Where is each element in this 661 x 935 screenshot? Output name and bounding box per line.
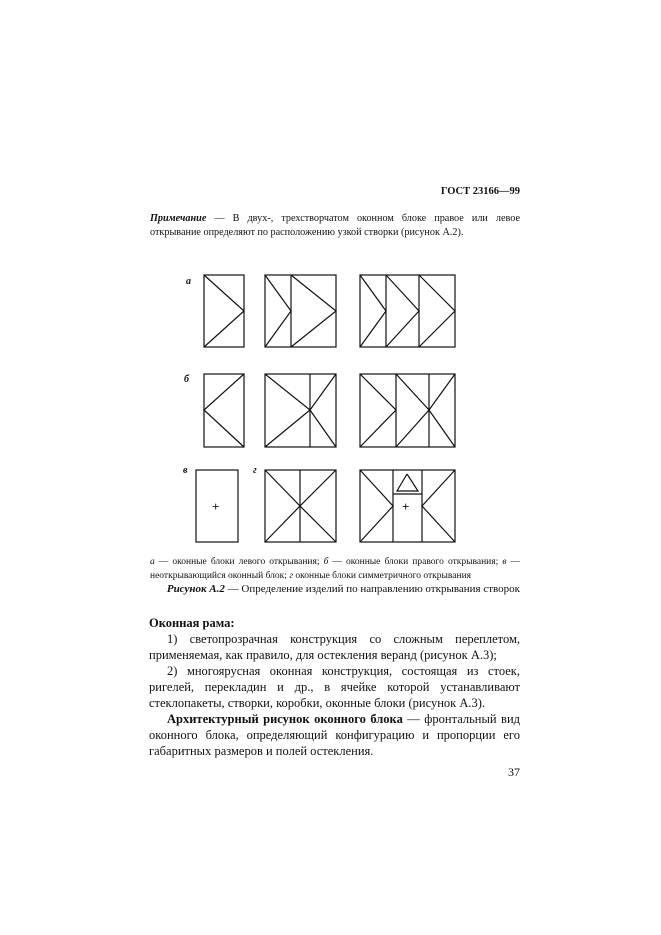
paragraph-3-text: — фронтальный вид оконного блока, определяющий конфигурацию и пропорции его габаритных размеров и полей остекления. xyxy=(149,712,520,758)
figure-label-g: г xyxy=(253,465,257,476)
figure-legend xyxy=(150,556,520,583)
legend-text-b: — оконные блоки правого открывания; xyxy=(328,557,503,567)
window-b-single xyxy=(204,374,244,447)
legend-key-v: в xyxy=(502,557,507,567)
term-window-frame: Оконная рама: xyxy=(149,616,235,630)
legend-text-a: — оконные блоки левого открывания; xyxy=(154,557,324,567)
legend-key-a: а xyxy=(150,557,155,567)
figure-caption-label: Рисунок А.2 xyxy=(166,583,225,595)
figure-label-v: в xyxy=(183,465,188,476)
term-architectural-pattern: Архитектурный рисунок оконного блока xyxy=(167,712,403,726)
figure-label-b: б xyxy=(184,374,189,385)
window-a-double xyxy=(265,275,336,347)
note-label: Примечание xyxy=(150,213,207,224)
window-b-triple xyxy=(360,374,455,447)
paragraph-1: 1) светопрозрачная конструкция со сложным переплетом, применяемая, как правило, для остекления веранд (рисунок А.3); xyxy=(149,632,520,662)
paragraph-3 xyxy=(149,711,520,759)
legend-key-b: б xyxy=(323,557,329,567)
page-number: 37 xyxy=(508,765,520,779)
figure-caption-text: — Определение изделий по направлению открывания створок xyxy=(224,583,520,595)
fixed-glazing-mark-triple: + xyxy=(402,499,410,514)
legend-key-g: г xyxy=(289,570,294,581)
window-g-double xyxy=(265,470,336,542)
window-a-single xyxy=(204,275,244,347)
document-code: ГОСТ 23166—99 xyxy=(440,186,520,197)
note-text: — В двух-, трехстворчатом оконном блоке правое или левое открывание определяют по расположению узкой створки (рисунок А.2). xyxy=(150,213,520,238)
window-a-triple xyxy=(360,275,455,347)
legend-text-v: — неоткрывающийся оконный блок; xyxy=(150,557,520,581)
figure-label-a: а xyxy=(186,276,191,287)
figure-caption xyxy=(150,583,520,595)
paragraph-2: 2) многоярусная оконная конструкция, состоящая из стоек, ригелей, перекладин и др., в ячейке которой устанавливают стеклопакеты, створки, коробки, оконные блоки (рисунок А.3). xyxy=(149,664,520,710)
window-b-double xyxy=(265,374,336,447)
legend-text-g: оконные блоки симметричного открывания xyxy=(293,570,472,581)
body-text xyxy=(149,631,520,759)
fixed-glazing-mark: + xyxy=(212,499,220,514)
